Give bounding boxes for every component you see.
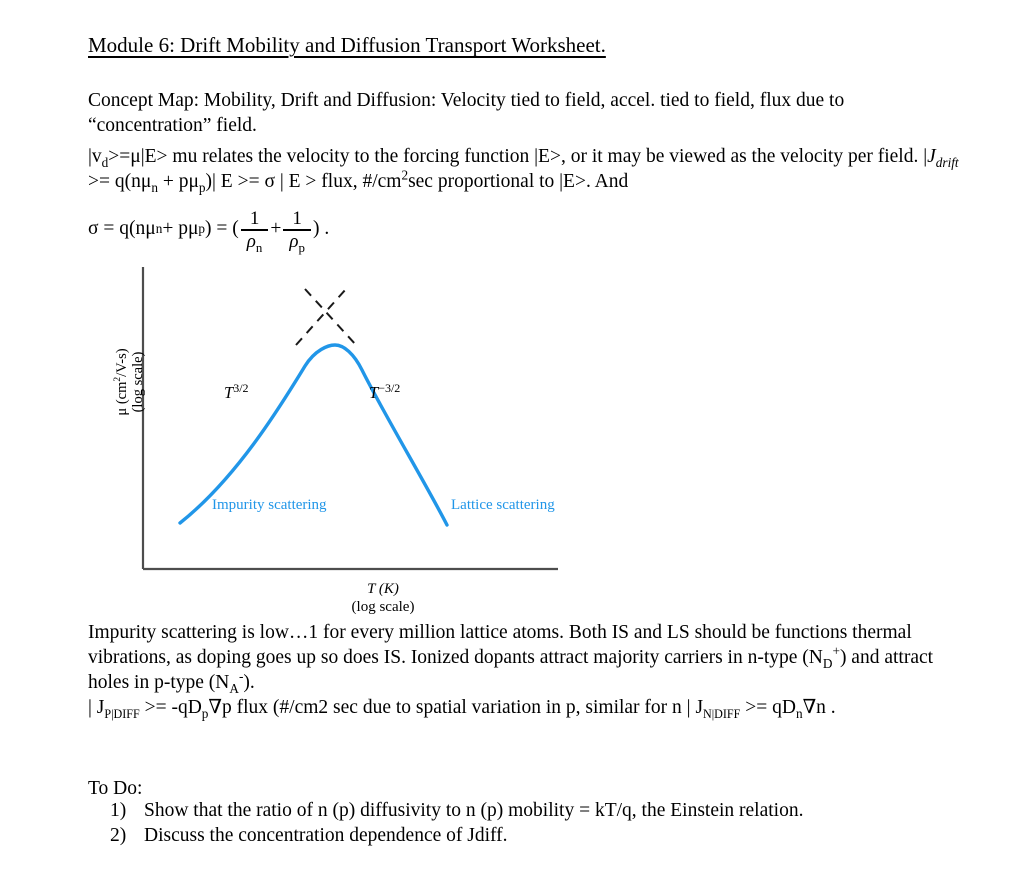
impurity-scattering-label: Impurity scattering — [212, 497, 327, 513]
todo-item-number: 2) — [110, 825, 127, 846]
flux-prefix: | J — [88, 697, 105, 718]
chart-canvas — [88, 262, 588, 592]
j-drift-text-3: )| E >= σ | E > flux, #/cm — [205, 171, 402, 192]
x-axis-label-line1 — [238, 580, 528, 598]
j-drift-text-4: sec proportional to |E>. And — [408, 171, 629, 192]
impurity-text-3: ). — [243, 672, 255, 693]
lattice-scattering-label: Lattice scattering — [451, 497, 555, 513]
cm-squared-exponent: 2 — [401, 167, 409, 183]
fraction-denominator — [241, 230, 269, 255]
y-axis-unit-prefix: μ (cm — [114, 381, 130, 416]
impurity-text-1: Impurity scattering is low…1 for every million lattice atoms. Both IS and LS should be functions thermal vibrations, as doping goes up so does IS. Ionized dopants attract majority carriers in n-type (N — [88, 622, 912, 668]
paragraph-velocity-drift — [88, 144, 968, 194]
nd-subscript: D — [822, 655, 833, 671]
dn-subscript: n — [795, 705, 803, 721]
rho-subscript: p — [298, 239, 305, 255]
todo-item-number: 1) — [110, 800, 127, 821]
flux-mid-2: >= qD — [740, 697, 796, 718]
t-exponent: 3/2 — [233, 381, 249, 395]
rho-symbol: ρ — [289, 230, 299, 252]
j-drift-text-1: >= q(nμ — [88, 171, 152, 192]
j-drift-subscript: drift — [935, 154, 959, 170]
y-axis-unit-exponent: 2 — [113, 376, 124, 382]
page-title: Module 6: Drift Mobility and Diffusion Transport Worksheet. — [88, 33, 606, 57]
fraction-one-over-rho-p — [283, 208, 311, 255]
impurity-text-2: ) and attract holes in p-type (N — [88, 647, 934, 693]
sigma-plus: + — [270, 218, 282, 240]
vd-text: >=μ|E> mu relates the velocity to the forcing function |E>, or it may be viewed as the velocity per field. | — [108, 146, 928, 167]
na-subscript: A — [229, 680, 239, 696]
flux-grad-p: ∇p flux (#/cm2 sec due to spatial variation in p, similar for n | J — [208, 697, 704, 718]
sigma-rhs-open: ) = ( — [205, 218, 239, 240]
fraction-numerator: 1 — [292, 208, 302, 229]
todo-item-text: Show that the ratio of n (p) diffusivity to n (p) mobility = kT/q, the Einstein relation. — [144, 800, 804, 821]
j-drift-text-2: + pμ — [157, 171, 199, 192]
todo-heading: To Do: — [88, 778, 143, 799]
y-axis-unit-suffix: /V-s) — [114, 348, 130, 377]
todo-item-text: Discuss the concentration dependence of Jdiff. — [144, 825, 508, 846]
flux-grad-n: ∇n . — [802, 697, 836, 718]
t-symbol: T — [369, 383, 379, 403]
impurity-scattering-asymptote — [296, 289, 346, 345]
sigma-lhs: σ = q(nμ — [88, 218, 156, 240]
rho-subscript: n — [255, 239, 263, 255]
lattice-scattering-asymptote — [305, 289, 356, 345]
y-axis-label-line2: (log scale) — [130, 351, 146, 413]
todo-list — [110, 798, 990, 848]
x-axis-label — [238, 580, 528, 616]
todo-item-1 — [110, 798, 990, 823]
y-axis-label — [114, 322, 146, 442]
document-page — [88, 0, 988, 890]
flux-p-subscript: P|DIFF — [104, 706, 140, 721]
flux-n-subscript: N|DIFF — [703, 706, 741, 721]
mobility-temperature-figure — [88, 262, 588, 622]
todo-item-2 — [110, 823, 990, 848]
t-exponent: −3/2 — [378, 381, 401, 395]
fraction-numerator: 1 — [249, 208, 260, 229]
annotation-t-positive-exponent — [224, 381, 249, 403]
sigma-mid: + pμ — [162, 218, 199, 240]
sigma-rhs-close: ) . — [312, 218, 330, 240]
paragraph-impurity-scattering — [88, 620, 968, 720]
vd-subscript: d — [101, 154, 109, 170]
paragraph-concept-map: Concept Map: Mobility, Drift and Diffusion: Velocity tied to field, accel. tied to field, flux due to “concentration” field. — [88, 90, 845, 136]
na-superscript: - — [238, 668, 244, 684]
vd-prefix: |v — [88, 146, 102, 167]
nd-superscript: + — [832, 643, 840, 659]
j-drift-symbol: J — [927, 146, 936, 167]
mu-p-subscript: p — [198, 179, 206, 195]
x-axis-variable: T (K) — [367, 581, 399, 597]
flux-mid-1: >= -qD — [139, 697, 202, 718]
fraction-denominator — [283, 230, 311, 255]
equation-conductivity: σ = q(nμ n + pμ p ) = ( $\frac{1}{\rho_n}$ + $\frac{1}{\rho_p}$ ) . — [88, 208, 330, 255]
dp-subscript: p — [201, 705, 209, 721]
mu-n-subscript: n — [151, 179, 158, 195]
y-axis-label-line1 — [114, 322, 130, 442]
fraction-one-over-rho-n — [241, 208, 269, 255]
rho-symbol: ρ — [246, 230, 256, 252]
annotation-t-negative-exponent — [369, 381, 400, 403]
x-axis-label-line2: (log scale) — [351, 599, 415, 615]
t-symbol: T — [224, 383, 234, 403]
